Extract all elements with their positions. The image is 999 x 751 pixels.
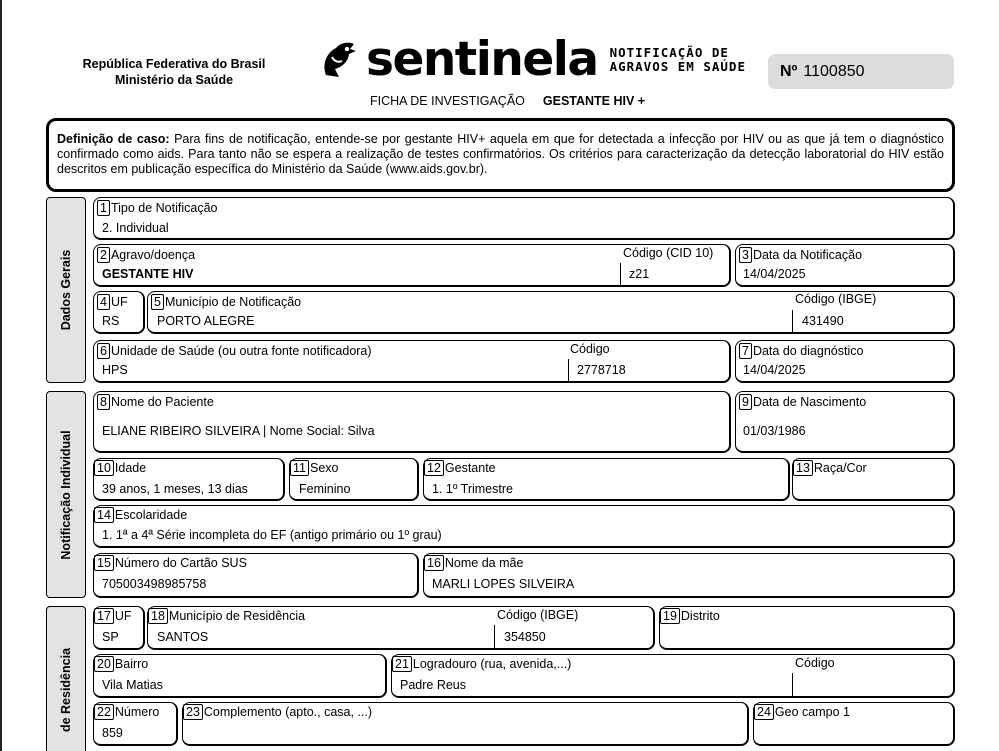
- unidade-code-label: Código: [570, 342, 610, 356]
- field-number: 6: [97, 343, 110, 359]
- logradouro-code-label: Código: [795, 656, 835, 670]
- field-number: 15: [94, 555, 114, 571]
- notification-number: 1100850: [803, 62, 865, 80]
- field-number: 22: [94, 704, 114, 720]
- field-tipo-notificacao[interactable]: [93, 197, 955, 240]
- divider: [494, 625, 495, 650]
- field-number: 24: [754, 704, 774, 720]
- logo-subtitle: [610, 46, 746, 74]
- sentinela-bird-icon: [318, 37, 364, 83]
- field-bairro[interactable]: [93, 654, 387, 698]
- idade-value: 39 anos, 1 meses, 13 dias: [102, 482, 248, 496]
- ibge-code-value: 431490: [802, 314, 844, 328]
- page-left-edge: [0, 0, 2, 751]
- ibge-residencia-code-value: 354850: [504, 630, 546, 644]
- data-notificacao-value: 14/04/2025: [743, 267, 806, 281]
- logo-subtitle-line-1: NOTIFICAÇÃO DE: [609, 45, 729, 60]
- field-label: Raça/Cor: [813, 461, 867, 475]
- field-label: Agravo/doença: [110, 248, 196, 262]
- field-nome-mae[interactable]: [423, 553, 955, 598]
- uf-residencia-value: SP: [102, 630, 119, 644]
- field-number: 5: [151, 294, 164, 310]
- cartao-sus-value: 705003498985758: [102, 577, 207, 591]
- municipio-residencia-value: SANTOS: [157, 630, 209, 644]
- form-title: [370, 94, 645, 108]
- field-gestante[interactable]: [423, 458, 790, 501]
- field-label: Geo campo 1: [774, 705, 850, 719]
- field-label: Gestante: [444, 461, 496, 475]
- numero-value: 859: [102, 726, 123, 740]
- cid-code-value: z21: [629, 267, 650, 281]
- field-nome-paciente[interactable]: [93, 391, 731, 453]
- field-label: Logradouro (rua, avenida,...): [412, 657, 572, 671]
- field-raca-cor[interactable]: [792, 458, 955, 501]
- field-number: 16: [424, 555, 444, 571]
- republic-name: República Federativa do Brasil: [82, 57, 266, 71]
- field-data-nascimento[interactable]: [735, 391, 955, 453]
- field-label: Tipo de Notificação: [110, 201, 218, 215]
- field-logradouro[interactable]: [391, 654, 955, 698]
- field-label: Data do diagnóstico: [752, 344, 864, 358]
- divider: [568, 359, 569, 383]
- ibge-code-label: Código (IBGE): [795, 292, 877, 306]
- agravo-value: GESTANTE HIV: [102, 267, 194, 281]
- logradouro-value: Padre Reus: [400, 678, 467, 692]
- ficha-type: GESTANTE HIV +: [542, 94, 646, 108]
- notification-number-box: [768, 54, 954, 89]
- logo-wordmark: sentinela: [366, 32, 598, 87]
- field-label: Nome da mãe: [444, 556, 524, 570]
- ficha-label: FICHA DE INVESTIGAÇÃO: [370, 94, 525, 108]
- field-number: 17: [94, 608, 114, 624]
- tipo-notificacao-value: 2. Individual: [102, 221, 169, 235]
- field-number: 1: [97, 200, 110, 216]
- field-number: 12: [424, 460, 444, 476]
- field-data-diagnostico[interactable]: [735, 340, 955, 383]
- field-number: 7: [739, 343, 752, 359]
- government-header: [64, 56, 284, 88]
- field-cartao-sus[interactable]: [93, 553, 419, 598]
- field-number: 10: [94, 460, 114, 476]
- case-definition: [46, 118, 955, 192]
- field-unidade-saude[interactable]: [93, 340, 731, 383]
- field-number: 20: [94, 656, 114, 672]
- field-numero[interactable]: [93, 702, 178, 746]
- field-label: Município de Residência: [168, 609, 306, 623]
- sentinela-logo: [318, 32, 746, 87]
- field-escolaridade[interactable]: [93, 505, 955, 548]
- number-label: Nº: [780, 62, 798, 80]
- field-number: 21: [392, 656, 412, 672]
- field-label: Data da Notificação: [752, 248, 863, 262]
- field-agravo[interactable]: [93, 244, 731, 287]
- data-nascimento-value: 01/03/1986: [743, 424, 806, 438]
- data-diagnostico-value: 14/04/2025: [743, 363, 806, 377]
- field-label: Idade: [114, 461, 147, 475]
- ibge-residencia-code-label: Código (IBGE): [497, 608, 579, 622]
- field-distrito[interactable]: [659, 606, 955, 650]
- unidade-saude-value: HPS: [102, 363, 128, 377]
- field-number: 19: [660, 608, 680, 624]
- field-label: Data de Nascimento: [752, 395, 867, 409]
- logo-subtitle-line-2: AGRAVOS EM SAÚDE: [609, 59, 746, 74]
- field-municipio-notificacao[interactable]: [147, 291, 955, 334]
- field-label: Sexo: [309, 461, 339, 475]
- field-label: Número: [114, 705, 160, 719]
- field-uf-notificacao[interactable]: [93, 291, 145, 334]
- definition-title: Definição de caso:: [57, 132, 170, 146]
- field-complemento[interactable]: [182, 702, 749, 746]
- gestante-value: 1. 1º Trimestre: [432, 482, 513, 496]
- section-dados-gerais: [46, 197, 86, 383]
- nome-paciente-value: ELIANE RIBEIRO SILVEIRA | Nome Social: Silva: [102, 424, 375, 438]
- field-number: 11: [290, 460, 309, 476]
- field-number: 4: [97, 294, 110, 310]
- field-number: 9: [739, 394, 752, 410]
- section-notificacao-individual: [46, 391, 86, 598]
- bairro-value: Vila Matias: [102, 678, 163, 692]
- field-number: 13: [793, 460, 813, 476]
- unidade-code-value: 2778718: [577, 363, 626, 377]
- field-label: Complemento (apto., casa, ...): [203, 705, 373, 719]
- field-geo-campo-1[interactable]: [753, 702, 955, 746]
- field-number: 23: [183, 704, 203, 720]
- field-number: 2: [97, 247, 110, 263]
- field-municipio-residencia[interactable]: [147, 606, 655, 650]
- field-label: Bairro: [114, 657, 149, 671]
- sexo-value: Feminino: [299, 482, 351, 496]
- section-residencia-label: de Residência: [59, 647, 73, 733]
- field-number: 14: [94, 507, 114, 523]
- section-residencia: [46, 606, 86, 751]
- field-label: Número do Cartão SUS: [114, 556, 247, 570]
- field-sexo[interactable]: [289, 458, 419, 501]
- field-uf-residencia[interactable]: [93, 606, 145, 650]
- field-label: Município de Notificação: [164, 295, 302, 309]
- definition-text: Para fins de notificação, entende-se por gestante HIV+ aquela em que for detectada a infecção por HIV ou as que já tem o diagnóstico confirmado como aids. Para tanto não se espera a realização de testes confirmatórios. Os critérios para caracterização da detecção laboratorial do HIV estão descritos em publicação específica do Ministério da Saúde (www.aids.gov.br).: [57, 132, 944, 176]
- field-label: UF: [110, 295, 128, 309]
- field-data-notificacao[interactable]: [735, 244, 955, 287]
- field-label: Escolaridade: [114, 508, 188, 522]
- field-idade[interactable]: [93, 458, 285, 501]
- divider: [792, 673, 793, 698]
- field-label: UF: [114, 609, 132, 623]
- section-notificacao-individual-label: Notificação Individual: [59, 429, 73, 560]
- divider: [792, 310, 793, 334]
- divider: [620, 263, 621, 287]
- section-dados-gerais-label: Dados Gerais: [59, 249, 73, 331]
- field-label: Unidade de Saúde (ou outra fonte notificadora): [110, 344, 372, 358]
- ministry-name: Ministério da Saúde: [114, 73, 234, 87]
- field-number: 18: [148, 608, 168, 624]
- escolaridade-value: 1. 1ª a 4ª Série incompleta do EF (antigo primário ou 1º grau): [102, 528, 442, 542]
- field-number: 8: [97, 394, 110, 410]
- uf-notificacao-value: RS: [102, 314, 120, 328]
- cid-code-label: Código (CID 10): [623, 246, 714, 260]
- municipio-notificacao-value: PORTO ALEGRE: [157, 314, 255, 328]
- field-label: Nome do Paciente: [110, 395, 214, 409]
- field-label: Distrito: [680, 609, 720, 623]
- field-number: 3: [739, 247, 752, 263]
- nome-mae-value: MARLI LOPES SILVEIRA: [432, 577, 575, 591]
